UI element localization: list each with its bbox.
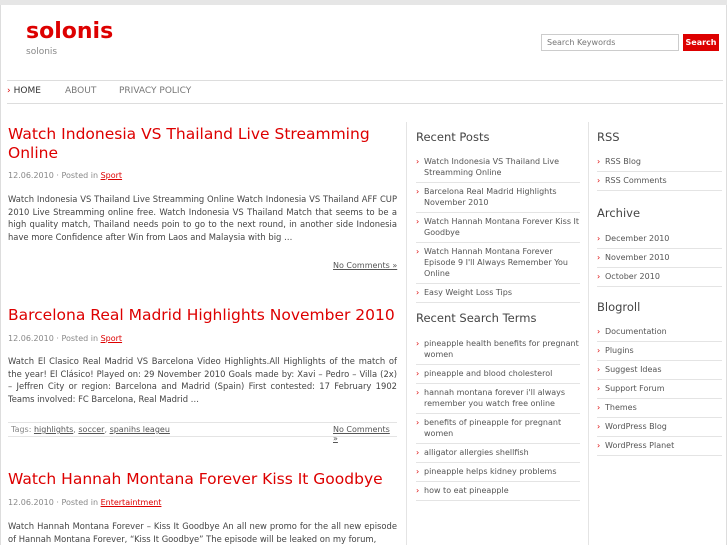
search-term-item[interactable] bbox=[416, 335, 580, 365]
blogroll-link[interactable]: Plugins bbox=[605, 346, 634, 355]
arrow-icon: › bbox=[7, 86, 11, 96]
recent-post-item[interactable] bbox=[416, 284, 580, 303]
post-category-link[interactable]: Sport bbox=[100, 334, 123, 343]
bullet-icon: › bbox=[597, 403, 601, 412]
bullet-icon: › bbox=[597, 327, 601, 336]
search-term-link[interactable]: benefits of pineapple for pregnant women bbox=[424, 418, 562, 438]
blogroll-item[interactable] bbox=[597, 399, 722, 418]
rss-heading: RSS bbox=[597, 130, 620, 144]
blogroll-item[interactable] bbox=[597, 342, 722, 361]
bullet-icon: › bbox=[597, 234, 601, 243]
recent-search-list bbox=[416, 335, 580, 501]
nav-about[interactable]: ABOUT bbox=[65, 86, 97, 96]
post-date: 12.06.2010 bbox=[8, 334, 54, 343]
nav-home-label: HOME bbox=[13, 86, 41, 96]
recent-post-item[interactable] bbox=[416, 243, 580, 284]
search-term-link[interactable]: how to eat pineapple bbox=[424, 486, 509, 495]
bullet-icon: › bbox=[416, 288, 420, 297]
meta-separator: · bbox=[56, 498, 59, 507]
bullet-icon: › bbox=[597, 441, 601, 450]
search-term-link[interactable]: pineapple health benefits for pregnant women bbox=[424, 339, 579, 359]
tag-link[interactable]: highlights bbox=[33, 425, 74, 434]
bullet-icon: › bbox=[416, 448, 420, 457]
posted-in-label: Posted in bbox=[61, 171, 99, 180]
rss-link[interactable]: RSS Comments bbox=[605, 176, 667, 185]
main-nav bbox=[7, 80, 723, 104]
post-category-link[interactable]: Sport bbox=[100, 171, 123, 180]
blogroll-heading: Blogroll bbox=[597, 300, 641, 314]
bullet-icon: › bbox=[416, 339, 420, 348]
bullet-icon: › bbox=[597, 176, 601, 185]
recent-post-item[interactable] bbox=[416, 153, 580, 183]
blogroll-link[interactable]: Themes bbox=[605, 403, 637, 412]
search-term-item[interactable] bbox=[416, 444, 580, 463]
post-category-link[interactable]: Entertaintment bbox=[100, 498, 162, 507]
bullet-icon: › bbox=[416, 418, 420, 427]
archive-link[interactable]: October 2010 bbox=[605, 272, 660, 281]
rss-item[interactable] bbox=[597, 153, 722, 172]
blogroll-link[interactable]: Support Forum bbox=[605, 384, 665, 393]
column-divider bbox=[406, 122, 407, 545]
bullet-icon: › bbox=[416, 369, 420, 378]
search-term-item[interactable] bbox=[416, 463, 580, 482]
post-title[interactable]: Watch Hannah Montana Forever Kiss It Goodbye bbox=[8, 470, 383, 488]
post-excerpt: Watch El Clasico Real Madrid VS Barcelona Video Highlights.All Highlights of the match of the year! El Clásico! Played on: 29 November 2010 Goals made by: Xavi – Pedro – Villa (2x) – Jeffren City or region: Barcelona and Madrid (Spain) First contested: 17 February 1902 Teams involved: FC Barcelona, Real Madrid … bbox=[8, 356, 397, 404]
post-title[interactable]: Barcelona Real Madrid Highlights November 2010 bbox=[8, 306, 395, 324]
nav-home[interactable] bbox=[7, 86, 41, 96]
archive-item[interactable] bbox=[597, 249, 722, 268]
archive-list bbox=[597, 230, 722, 287]
blogroll-list bbox=[597, 323, 722, 456]
post-title[interactable]: Watch Indonesia VS Thailand Live Streamming Online bbox=[8, 125, 370, 162]
column-divider bbox=[588, 122, 589, 545]
blogroll-item[interactable] bbox=[597, 380, 722, 399]
search-term-item[interactable] bbox=[416, 482, 580, 501]
recent-post-link[interactable]: Barcelona Real Madrid Highlights November 2010 bbox=[424, 187, 557, 207]
search-term-item[interactable] bbox=[416, 384, 580, 414]
archive-item[interactable] bbox=[597, 268, 722, 287]
post-meta bbox=[8, 498, 161, 507]
meta-separator: · bbox=[56, 334, 59, 343]
post-meta bbox=[8, 334, 122, 343]
search-button[interactable]: Search bbox=[683, 34, 719, 51]
nav-privacy-policy[interactable]: PRIVACY POLICY bbox=[119, 86, 192, 96]
blogroll-link[interactable]: WordPress Blog bbox=[605, 422, 667, 431]
archive-link[interactable]: November 2010 bbox=[605, 253, 670, 262]
comments-link[interactable]: No Comments » bbox=[333, 261, 398, 270]
bullet-icon: › bbox=[597, 157, 601, 166]
bullet-icon: › bbox=[597, 384, 601, 393]
comments-link[interactable]: No Comments » bbox=[333, 425, 390, 443]
post-excerpt: Watch Hannah Montana Forever – Kiss It Goodbye An all new promo for the all new episode of Hannah Montana Forever, “Kiss It Goodbye” The episode will be leaked on my forum, bbox=[8, 521, 397, 544]
post-meta bbox=[8, 171, 122, 180]
post-footer bbox=[8, 422, 397, 443]
blogroll-link[interactable]: Suggest Ideas bbox=[605, 365, 662, 374]
tag-link[interactable]: soccer bbox=[78, 425, 105, 434]
site-title[interactable]: solonis bbox=[26, 19, 114, 44]
blogroll-item[interactable] bbox=[597, 361, 722, 380]
recent-post-item[interactable] bbox=[416, 213, 580, 243]
tag-link[interactable]: spanihs leageu bbox=[109, 425, 170, 434]
tags-label: Tags: bbox=[11, 425, 32, 434]
rss-link[interactable]: RSS Blog bbox=[605, 157, 641, 166]
bullet-icon: › bbox=[416, 388, 420, 397]
search-term-item[interactable] bbox=[416, 414, 580, 444]
recent-post-link[interactable]: Watch Hannah Montana Forever Episode 9 I'll Always Remember You Online bbox=[424, 247, 568, 278]
meta-separator: · bbox=[56, 171, 59, 180]
post-date: 12.06.2010 bbox=[8, 171, 54, 180]
search-term-link[interactable]: pineapple helps kidney problems bbox=[424, 467, 557, 476]
search-input[interactable] bbox=[541, 34, 679, 51]
post-date: 12.06.2010 bbox=[8, 498, 54, 507]
bullet-icon: › bbox=[597, 422, 601, 431]
recent-posts-heading: Recent Posts bbox=[416, 130, 490, 144]
bullet-icon: › bbox=[597, 365, 601, 374]
search-term-link[interactable]: alligator allergies shellfish bbox=[424, 448, 529, 457]
bullet-icon: › bbox=[597, 272, 601, 281]
bullet-icon: › bbox=[597, 253, 601, 262]
bullet-icon: › bbox=[416, 157, 420, 166]
bullet-icon: › bbox=[416, 187, 420, 196]
blogroll-item[interactable] bbox=[597, 437, 722, 456]
post-excerpt: Watch Indonesia VS Thailand Live Streamming Online Watch Indonesia VS Thailand AFF CUP 2010 Live Streamming online free. Watch Indonesia VS Thailand Match that seems to be a high quality match, Thailand needs poin to go to the next round, in another side Indonesia have more Confidence after Win from Laos and Malaysia with big … bbox=[8, 194, 397, 242]
posted-in-label: Posted in bbox=[61, 334, 99, 343]
blogroll-link[interactable]: Documentation bbox=[605, 327, 667, 336]
archive-item[interactable] bbox=[597, 230, 722, 249]
blogroll-link[interactable]: WordPress Planet bbox=[605, 441, 675, 450]
bullet-icon: › bbox=[416, 217, 420, 226]
archive-heading: Archive bbox=[597, 206, 641, 220]
search-term-item[interactable] bbox=[416, 365, 580, 384]
posted-in-label: Posted in bbox=[61, 498, 99, 507]
search-term-link[interactable]: hannah montana forever i'll always remember you watch free online bbox=[424, 388, 566, 408]
blogroll-item[interactable] bbox=[597, 418, 722, 437]
search-term-link[interactable]: pineapple and blood cholesterol bbox=[424, 369, 553, 378]
post-tags: Tags: highlights, soccer, spanihs leageu bbox=[11, 425, 170, 434]
bullet-icon: › bbox=[416, 247, 420, 256]
rss-item[interactable] bbox=[597, 172, 722, 191]
archive-link[interactable]: December 2010 bbox=[605, 234, 670, 243]
recent-posts-list bbox=[416, 153, 580, 303]
bullet-icon: › bbox=[416, 486, 420, 495]
rss-list bbox=[597, 153, 722, 191]
recent-post-link[interactable]: Easy Weight Loss Tips bbox=[424, 288, 513, 297]
site-tagline: solonis bbox=[26, 47, 58, 57]
recent-post-link[interactable]: Watch Hannah Montana Forever Kiss It Goodbye bbox=[424, 217, 580, 237]
recent-post-link[interactable]: Watch Indonesia VS Thailand Live Streamming Online bbox=[424, 157, 560, 177]
bullet-icon: › bbox=[416, 467, 420, 476]
recent-search-heading: Recent Search Terms bbox=[416, 311, 537, 325]
recent-post-item[interactable] bbox=[416, 183, 580, 213]
blogroll-item[interactable] bbox=[597, 323, 722, 342]
bullet-icon: › bbox=[597, 346, 601, 355]
